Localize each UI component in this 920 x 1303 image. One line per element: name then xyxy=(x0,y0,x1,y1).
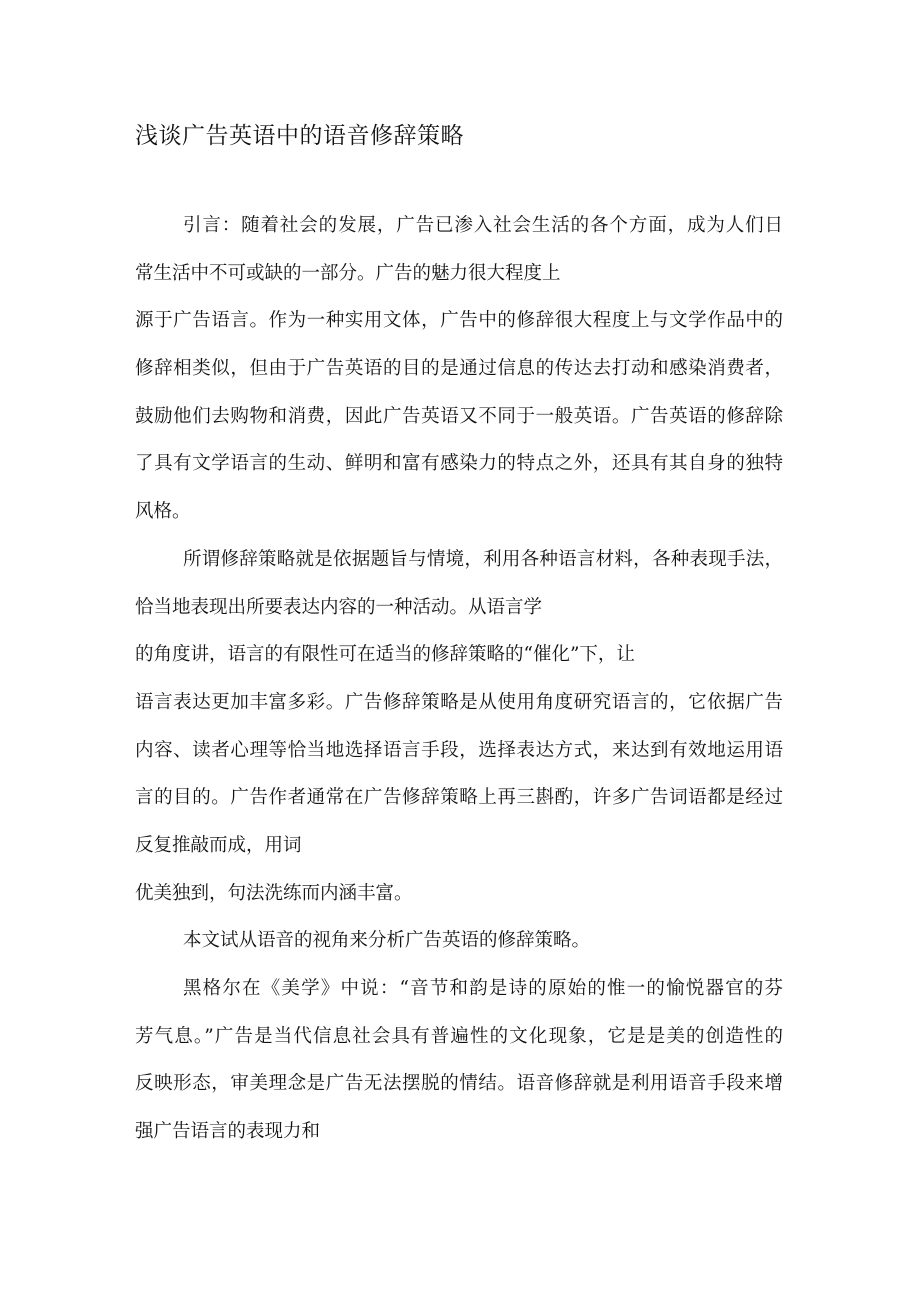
text-line: 反映形态，审美理念是广告无法摆脱的情结。语音修辞就是利用语音手段来增 xyxy=(135,1073,783,1095)
text-line: 的角度讲，语言的有限性可在适当的修辞策略的“催化”下，让 xyxy=(135,644,635,666)
text-line: 言的目的。广告作者通常在广告修辞策略上再三斟酌，许多广告词语都是经过 xyxy=(135,787,783,809)
text-line: 语言表达更加丰富多彩。广告修辞策略是从使用角度研究语言的，它依据广告 xyxy=(135,691,783,713)
text-line: 常生活中不可或缺的一部分。广告的魅力很大程度上 xyxy=(135,262,561,284)
paragraph xyxy=(135,927,783,975)
text-line: 强广告语言的表现力和 xyxy=(135,1121,321,1143)
document-title: 浅谈广告英语中的语音修辞策略 xyxy=(135,123,464,149)
text-line: 了具有文学语言的生动、鲜明和富有感染力的特点之外，还具有其自身的独特 xyxy=(135,453,783,475)
text-line: 优美独到，句法洗练而内涵丰富。 xyxy=(135,882,413,904)
text-line: 鼓励他们去购物和消费，因此广告英语又不同于一般英语。广告英语的修辞除 xyxy=(135,405,783,427)
paragraph xyxy=(135,546,783,928)
text-line: 黑格尔在《美学》中说：“音节和韵是诗的原始的惟一的愉悦器官的芬 xyxy=(183,978,783,999)
text-line: 内容、读者心理等恰当地选择语言手段，选择表达方式，来达到有效地运用语 xyxy=(135,739,783,761)
text-line: 芳气息。”广告是当代信息社会具有普遍性的文化现象，它是是美的创造性的 xyxy=(135,1025,783,1047)
text-line: 恰当地表现出所要表达内容的一种活动。从语言学 xyxy=(135,596,543,618)
text-line: 修辞相类似，但由于广告英语的目的是通过信息的传达去打动和感染消费者， xyxy=(135,358,783,380)
text-line: 风格。 xyxy=(135,501,191,523)
text-line: 反复推敲而成，用词 xyxy=(135,834,302,856)
text-line: 本文试从语音的视角来分析广告英语的修辞策略。 xyxy=(183,930,591,952)
text-line: 引言：随着社会的发展，广告已渗入社会生活的各个方面，成为人们日 xyxy=(183,215,783,236)
text-line: 所谓修辞策略就是依据题旨与情境，利用各种语言材料，各种表现手法， xyxy=(183,548,783,570)
document-body xyxy=(135,212,783,1166)
paragraph xyxy=(135,975,783,1166)
paragraph xyxy=(135,212,783,546)
text-line: 源于广告语言。作为一种实用文体，广告中的修辞很大程度上与文学作品中的 xyxy=(135,310,783,332)
